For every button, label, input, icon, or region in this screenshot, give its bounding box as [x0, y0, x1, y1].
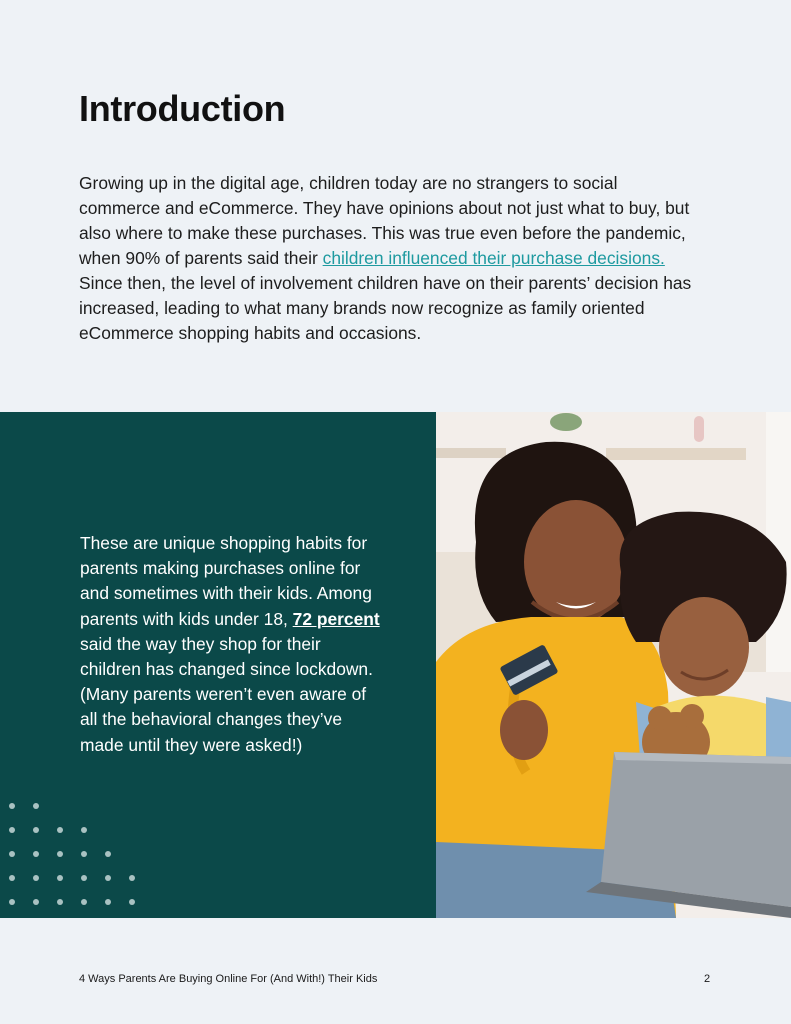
- decor-dot: [105, 851, 111, 857]
- decor-dot: [33, 875, 39, 881]
- footer-title: 4 Ways Parents Are Buying Online For (And With!) Their Kids: [79, 973, 378, 985]
- decor-dot: [129, 899, 135, 905]
- decor-dot: [9, 803, 15, 809]
- decor-dot: [81, 899, 87, 905]
- intro-text-start: Growing up in the digital age, children today are no strangers to social commerce and eCommerce. They have opinions about not just what to buy, but also where to make these purchases. This was true even before the pandemic, when 90% of parents said their: [79, 173, 690, 268]
- decor-dot: [105, 899, 111, 905]
- decor-dot: [33, 899, 39, 905]
- callout-text: [80, 531, 380, 758]
- decor-dot: [9, 875, 15, 881]
- decor-dot: [33, 803, 39, 809]
- decor-dot: [129, 875, 135, 881]
- decor-dot: [9, 899, 15, 905]
- callout-text-start: These are unique shopping habits for parents making purchases online for and sometimes with their kids. Among parents with kids under 18,: [80, 533, 372, 629]
- page-number: 2: [704, 973, 711, 985]
- purchase-decisions-link[interactable]: children influenced their purchase decisions.: [322, 248, 665, 268]
- callout-text-end: said the way they shop for their children has changed since lockdown. (Many parents weren’t even aware of all the behavioral changes they’ve made until they were asked!): [80, 633, 373, 755]
- decor-dot: [9, 851, 15, 857]
- decor-dot: [57, 875, 63, 881]
- decor-dot: [57, 827, 63, 833]
- decor-dot: [57, 851, 63, 857]
- intro-text-end: Since then, the level of involvement children have on their parents’ decision has increased, leading to what many brands now recognize as family oriented eCommerce shopping habits and occasions.: [79, 273, 692, 343]
- decor-dot: [105, 875, 111, 881]
- decor-dot: [57, 899, 63, 905]
- decor-dot: [33, 851, 39, 857]
- decor-dot: [9, 827, 15, 833]
- page-title: Introduction: [79, 88, 286, 129]
- decor-dot: [33, 827, 39, 833]
- feature-band: [0, 412, 791, 918]
- stat-highlight: 72 percent: [292, 608, 380, 629]
- decor-dot: [81, 851, 87, 857]
- mother-and-child-shopping-online-photo: [436, 412, 791, 918]
- intro-paragraph: [79, 171, 699, 346]
- decor-dot: [81, 875, 87, 881]
- decor-dot: [81, 827, 87, 833]
- callout-panel: [0, 412, 436, 918]
